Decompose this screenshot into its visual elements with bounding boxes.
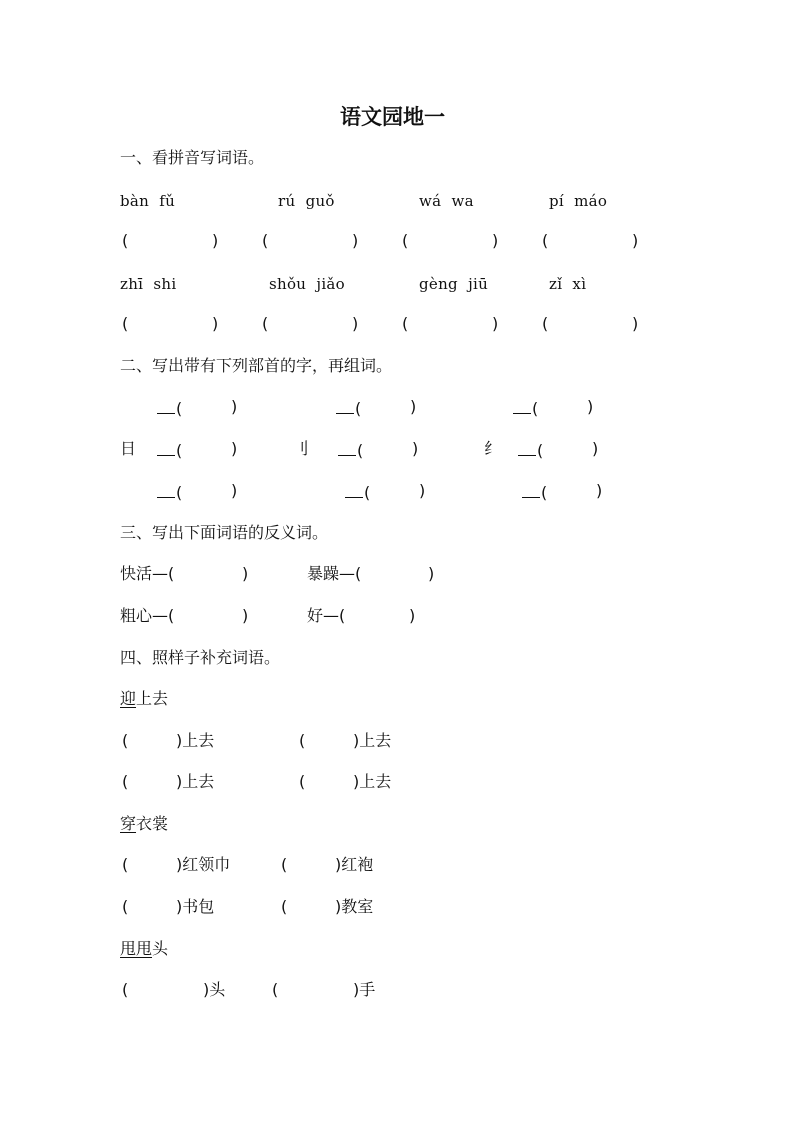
radical-blank: (	[345, 483, 370, 501]
example-3-rest: 头	[152, 939, 169, 958]
answer-close-2: )	[352, 231, 359, 250]
fill-tou: )头	[203, 980, 226, 999]
pinyin-8: zǐ xì	[549, 275, 587, 293]
fill-open: (	[122, 980, 129, 999]
radical-blank: (	[522, 483, 547, 501]
fill-shubao: )书包	[176, 897, 215, 916]
answer-close-4: )	[632, 231, 639, 250]
fill-open: (	[299, 731, 306, 750]
radical-blank: (	[157, 441, 182, 459]
radical-jiaosi: 纟	[484, 439, 501, 458]
pinyin-5: zhī shi	[120, 275, 177, 293]
answer-close-5: )	[212, 314, 219, 333]
section-3-heading: 三、写出下面词语的反义词。	[120, 523, 329, 542]
radical-lidao: 刂	[293, 439, 310, 458]
answer-open-5: (	[122, 314, 129, 333]
radical-blank: (	[513, 399, 538, 417]
answer-open-8: (	[542, 314, 549, 333]
radical-blank: (	[518, 441, 543, 459]
radical-blank-close: )	[231, 481, 238, 500]
fill-hong-lingjin: )红领巾	[176, 855, 231, 874]
fill-open: (	[122, 772, 129, 791]
answer-open-7: (	[402, 314, 409, 333]
antonym-close: )	[428, 564, 435, 583]
answer-open-6: (	[262, 314, 269, 333]
radical-blank-close: )	[596, 481, 603, 500]
fill-open: (	[122, 855, 129, 874]
pinyin-2: rú guǒ	[278, 192, 335, 210]
radical-blank-close: )	[419, 481, 426, 500]
section-4-heading: 四、照样子补充词语。	[120, 648, 281, 667]
radical-blank-close: )	[231, 439, 238, 458]
radical-blank-close: )	[410, 397, 417, 416]
fill-open: (	[272, 980, 279, 999]
section-1-heading: 一、看拼音写词语。	[120, 148, 265, 167]
answer-close-8: )	[632, 314, 639, 333]
example-1-underlined: 迎	[120, 689, 137, 708]
radical-blank-close: )	[592, 439, 599, 458]
radical-blank: (	[336, 399, 361, 417]
fill-shangqu: )上去	[353, 772, 392, 791]
example-1	[120, 691, 168, 707]
page-title: 语文园地一	[340, 104, 445, 129]
pinyin-7: gèng jiū	[419, 275, 489, 293]
example-3	[120, 941, 168, 957]
fill-open: (	[122, 731, 129, 750]
example-2	[120, 816, 168, 832]
pinyin-3: wá wa	[419, 192, 474, 210]
fill-open: (	[122, 897, 129, 916]
fill-jiaoshi: )教室	[335, 897, 374, 916]
example-1-rest: 上去	[136, 689, 169, 708]
answer-open-3: (	[402, 231, 409, 250]
radical-blank: (	[338, 441, 363, 459]
section-2-heading: 二、写出带有下列部首的字，再组词。	[120, 356, 393, 375]
pinyin-1: bàn fǔ	[120, 192, 176, 210]
radical-blank: (	[157, 399, 182, 417]
example-3-underlined: 甩甩	[120, 939, 153, 958]
radical-blank-close: )	[412, 439, 419, 458]
antonym-q3: 粗心—(	[120, 606, 175, 625]
answer-open-4: (	[542, 231, 549, 250]
answer-open-1: (	[122, 231, 129, 250]
fill-open: (	[281, 897, 288, 916]
pinyin-4: pí máo	[549, 192, 608, 210]
example-2-rest: 衣裳	[136, 814, 169, 833]
answer-close-7: )	[492, 314, 499, 333]
fill-shangqu: )上去	[176, 772, 215, 791]
radical-ri: 日	[120, 439, 137, 458]
answer-open-2: (	[262, 231, 269, 250]
fill-shou: )手	[353, 980, 376, 999]
radical-blank: (	[157, 483, 182, 501]
fill-hong-pao: )红袍	[335, 855, 374, 874]
antonym-close: )	[242, 564, 249, 583]
antonym-close: )	[409, 606, 416, 625]
example-2-underlined: 穿	[120, 814, 137, 833]
answer-close-1: )	[212, 231, 219, 250]
antonym-close: )	[242, 606, 249, 625]
fill-shangqu: )上去	[176, 731, 215, 750]
antonym-q2: 暴躁—(	[307, 564, 362, 583]
fill-open: (	[281, 855, 288, 874]
antonym-q1: 快活—(	[120, 564, 175, 583]
fill-open: (	[299, 772, 306, 791]
answer-close-3: )	[492, 231, 499, 250]
answer-close-6: )	[352, 314, 359, 333]
antonym-q4: 好—(	[307, 606, 346, 625]
radical-blank-close: )	[587, 397, 594, 416]
fill-shangqu: )上去	[353, 731, 392, 750]
pinyin-6: shǒu jiǎo	[269, 275, 346, 293]
radical-blank-close: )	[231, 397, 238, 416]
